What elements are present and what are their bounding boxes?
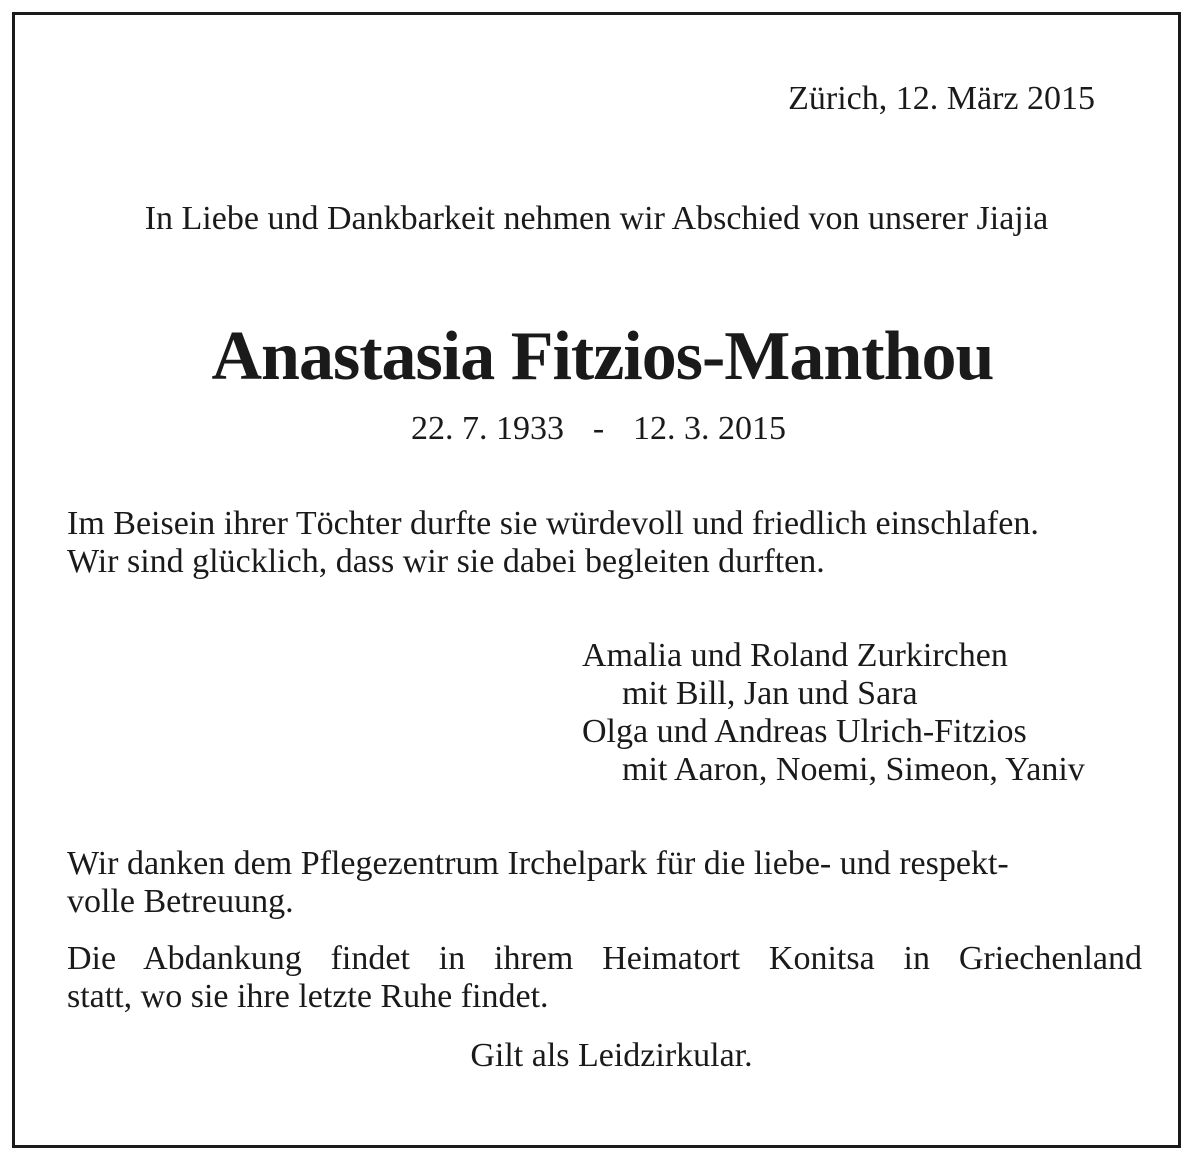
closing-note: Gilt als Leidzirkular. <box>470 1037 753 1074</box>
paragraph-passing <box>67 505 1142 581</box>
paragraph-line: Wir danken dem Pflegezentrum Irchelpark für die liebe- und respekt- <box>67 845 1009 882</box>
family-entry: Olga und Andreas Ulrich-Fitzios <box>582 713 1027 750</box>
notice-frame <box>12 12 1181 1148</box>
family-entry: mit Bill, Jan und Sara <box>622 675 918 712</box>
family-entry: Amalia und Roland Zurkirchen <box>582 637 1008 674</box>
paragraph-funeral <box>67 940 1142 1016</box>
paragraph-line: Wir sind glücklich, dass wir sie dabei begleiten durften. <box>67 543 825 580</box>
family-entry: mit Aaron, Noemi, Simeon, Yaniv <box>622 751 1085 788</box>
family-list <box>582 637 1085 789</box>
paragraph-thanks <box>67 845 1142 921</box>
life-dates <box>15 410 1182 448</box>
death-date: 12. 3. 2015 <box>633 410 786 447</box>
birth-date: 22. 7. 1933 <box>411 410 564 447</box>
paragraph-line: Im Beisein ihrer Töchter durfte sie würdevoll und friedlich einschlafen. <box>67 505 1039 542</box>
intro-text: In Liebe und Dankbarkeit nehmen wir Abschied von unserer Jiajia <box>144 200 1049 237</box>
deceased-name: Anastasia Fitzios-Manthou <box>211 318 994 395</box>
paragraph-line: statt, wo sie ihre letzte Ruhe findet. <box>67 978 549 1015</box>
paragraph-line: volle Betreuung. <box>67 883 294 920</box>
date-separator: - <box>592 410 605 447</box>
place-date: Zürich, 12. März 2015 <box>788 80 1095 117</box>
paragraph-line: Die Abdankung findet in ihrem Heimatort Konitsa in Griechenland <box>67 940 1142 977</box>
